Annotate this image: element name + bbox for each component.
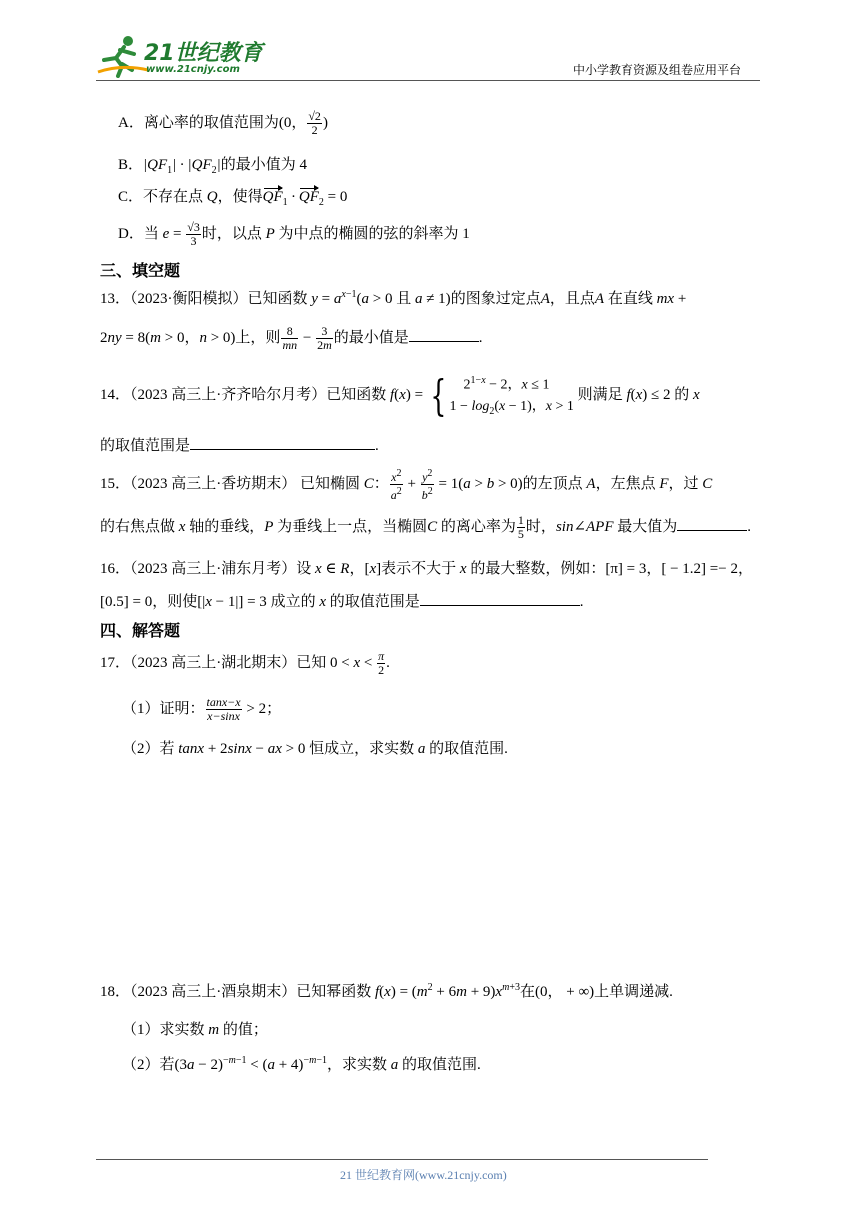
option-a: A．离心率的取值范围为(0， $\frac{√2}{2}$ ) (118, 109, 328, 137)
logo-main-text: 21世纪教育 (144, 41, 263, 66)
question-13-line2: 2ny = 8(m > 0，n > 0)上，则 $\frac{8}{mn}$ − $\frac{3}{2m}$ 的最小值是 . (100, 324, 483, 352)
footer-link[interactable]: 21 世纪教育网(www.21cnjy.com) (340, 1168, 507, 1182)
section-solve: 四、解答题 (100, 621, 181, 640)
question-16-line1: 16．（2023 高三上·浦东月考）设 x ∈ R，[x]表示不大于 x 的最大整数，例如：[π] = 3，[ − 1.2] =− 2， (100, 561, 753, 577)
header-divider (96, 80, 760, 81)
platform-title: 中小学教育资源及组卷应用平台 (573, 63, 742, 77)
question-13-line1: 13．（2023·衡阳模拟）已知函数 $y = a^{x-1}(a > 0$ 且 a ≠ 1)的图象过定点A，且点A 在直线 mx + (100, 289, 687, 307)
question-17-part2: （2）若 tanx + 2sinx − ax > 0 恒成立，求实数 a 的取值范围. (122, 741, 508, 757)
question-17-line1: 17．（2023 高三上·湖北期末）已知 0 < x < $\frac{\pi}{2}$ . (100, 649, 390, 677)
question-14-line1: 14．（2023 高三上·齐齐哈尔月考）已知函数 f(x) = { $2^{1-x} - 2$，x ≤ 1 $1 - \log_2(x - 1)$，x > 1 则满足 f(x) ≤ 2 的 x (100, 370, 700, 420)
footer-divider (96, 1159, 708, 1160)
option-b: B．$|QF_1| \cdot |QF_2|$的最小值为 4 (118, 157, 308, 176)
question-16-line2: [0.5] = 0，则使[|x − 1|] = 3 成立的 x 的取值范围是 . (100, 594, 584, 610)
answer-blank-16[interactable] (420, 593, 580, 606)
option-d: D．当 e = $\frac{√3}{3}$ 时，以点 P 为中点的椭圆的弦的斜率为 1 (118, 220, 470, 248)
runner-logo-icon (94, 34, 150, 78)
answer-blank-13[interactable] (409, 329, 479, 342)
question-14-line2: 的取值范围是 . (100, 438, 379, 454)
section-fill-in: 三、填空题 (100, 261, 181, 280)
question-15-line2: 的右焦点做 x 轴的垂线，P 为垂线上一点，当椭圆C 的离心率为 $\frac{1}{5}$ 时，sin∠APF 最大值为 . (100, 513, 752, 541)
logo (94, 34, 264, 78)
option-c: C．不存在点 Q，使得$QF_1 \cdot QF_2 = 0$ (118, 189, 348, 208)
answer-blank-14[interactable] (190, 437, 375, 450)
question-18-part1: （1）求实数 m 的值； (122, 1022, 268, 1038)
answer-blank-15[interactable] (677, 518, 747, 531)
question-15-line1: 15．（2023 高三上·香坊期末） 已知椭圆 C： $\frac{x^2}{a^2}$ + $\frac{y^2}{b^2}$ = 1(a > b > 0)的左顶点 A，左焦点 F，过 C (100, 468, 713, 502)
question-17-part1: （1）证明： $\frac{\tan x-x}{x-\sin x}$ > 2； (122, 695, 282, 723)
question-18-part2: （2）若$(3a - 2)^{-m-1} < (a + 4)^{-m-1}$，求实数 a 的取值范围. (122, 1055, 481, 1073)
logo-url-text: www.21cnjy.com (146, 64, 240, 75)
question-18-line1: 18．（2023 高三上·酒泉期末）已知幂函数 $f(x) = (m^2 + 6m + 9)x^{m+3}$在(0， + ∞)上单调递减. (100, 982, 673, 1000)
